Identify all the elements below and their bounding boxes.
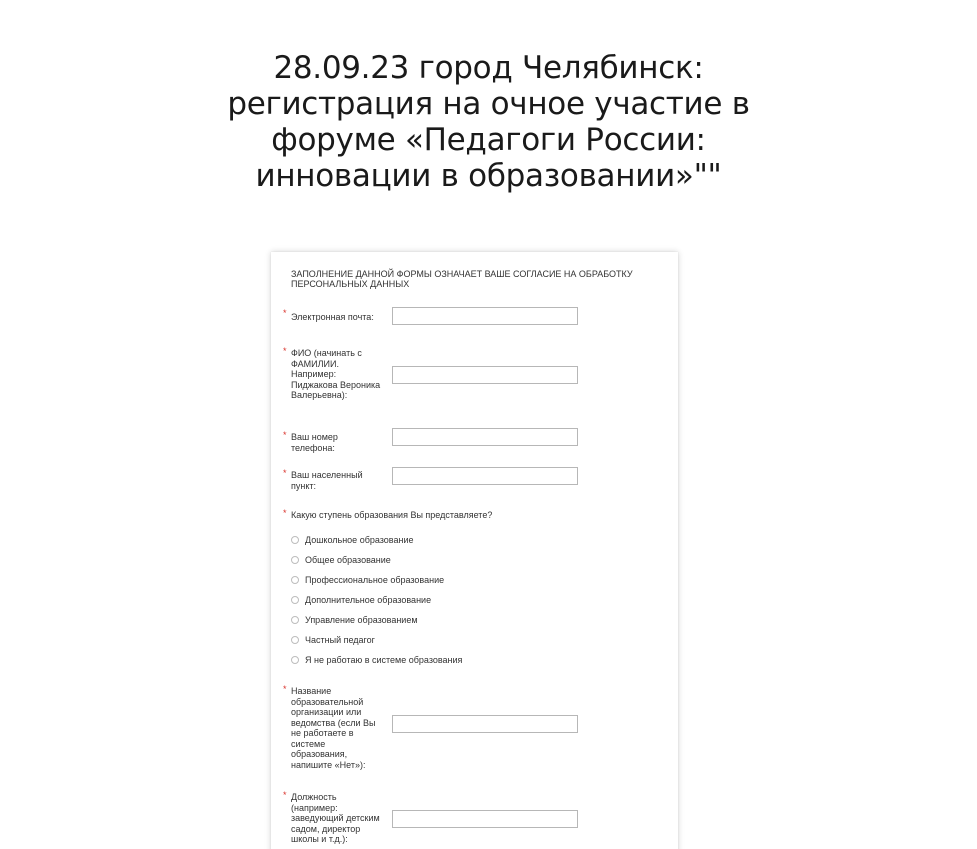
page-title-line: инновации в образовании»"" — [255, 158, 722, 194]
radio-option-label: Я не работаю в системе образования — [305, 655, 463, 665]
radio-button[interactable] — [291, 636, 299, 644]
radio-button[interactable] — [291, 556, 299, 564]
required-mark: * — [283, 430, 287, 440]
education-level-question: Какую ступень образования Вы представляете? — [291, 510, 493, 520]
radio-option[interactable] — [291, 550, 591, 570]
required-mark: * — [283, 308, 287, 318]
city-label: Ваш населенный пункт: — [291, 470, 363, 491]
radio-option-label: Дополнительное образование — [305, 595, 432, 605]
radio-option[interactable] — [291, 610, 591, 630]
email-field[interactable] — [392, 307, 578, 325]
consent-notice: ЗАПОЛНЕНИЕ ДАННОЙ ФОРМЫ ОЗНАЧАЕТ ВАШЕ СОГЛАСИЕ НА ОБРАБОТКУ ПЕРСОНАЛЬНЫХ ДАННЫХ — [291, 269, 633, 289]
radio-option-label: Управление образованием — [305, 615, 418, 625]
radio-option[interactable] — [291, 570, 591, 590]
position-label: Должность (например: заведующий детским садом, директор школы и т.д.): — [291, 792, 380, 844]
radio-option-label: Дошкольное образование — [305, 535, 414, 545]
radio-button[interactable] — [291, 616, 299, 624]
page-title-line: 28.09.23 город Челябинск: — [273, 50, 704, 86]
page-title-line: форуме «Педагоги России: — [271, 122, 706, 158]
radio-option[interactable] — [291, 530, 591, 550]
city-field[interactable] — [392, 467, 578, 485]
radio-button[interactable] — [291, 536, 299, 544]
radio-button[interactable] — [291, 596, 299, 604]
education-level-radio-group — [291, 530, 591, 670]
organization-field[interactable] — [392, 715, 578, 733]
organization-label: Название образовательной организации или ведомства (если Вы не работаете в системе образования, напишите «Нет»): — [291, 686, 376, 770]
phone-field[interactable] — [392, 428, 578, 446]
required-mark: * — [283, 790, 287, 800]
position-field[interactable] — [392, 810, 578, 828]
fio-field[interactable] — [392, 366, 578, 384]
radio-option-label: Профессиональное образование — [305, 575, 445, 585]
radio-option[interactable] — [291, 590, 591, 610]
radio-option[interactable] — [291, 650, 591, 670]
radio-button[interactable] — [291, 576, 299, 584]
required-mark: * — [283, 346, 287, 356]
required-mark: * — [283, 468, 287, 478]
fio-label: ФИО (начинать с ФАМИЛИИ. Например: Пиджакова Вероника Валерьевна): — [291, 348, 381, 400]
email-label: Электронная почта: — [291, 312, 374, 322]
radio-option[interactable] — [291, 630, 591, 650]
page-title-line: регистрация на очное участие в — [227, 86, 750, 122]
phone-label: Ваш номер телефона: — [291, 432, 338, 453]
required-mark: * — [283, 508, 287, 518]
radio-option-label: Частный педагог — [305, 635, 375, 645]
registration-form — [271, 252, 678, 849]
radio-button[interactable] — [291, 656, 299, 664]
required-mark: * — [283, 684, 287, 694]
radio-option-label: Общее образование — [305, 555, 391, 565]
page-title — [0, 50, 977, 194]
